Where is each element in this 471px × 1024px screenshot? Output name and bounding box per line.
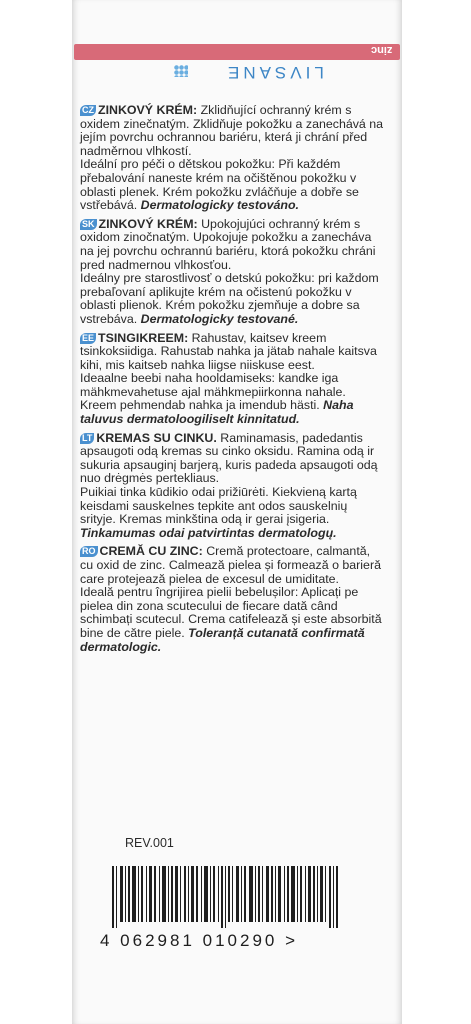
section-heading: KREMAS SU CINKU. (96, 430, 217, 445)
lang-badge-ee: EE (82, 332, 95, 343)
section-tested: Toleranță cutanată confirmată dermatologic. (80, 625, 365, 654)
lang-badge-cz: CZ (82, 105, 94, 115)
ingredient-text (80, 104, 385, 659)
section-text: Upokojujúci ochranný krém s oxidom zinočnatým. Upokojuje pokožku a zanecháva na jej povrchu ochrannú bariéru, ktorá pokožku chráni pred nadmernou vlhkosťou. (80, 216, 376, 272)
section-usage: Ideală pentru îngrijirea pielii bebelușilor: Aplicați pe pielea din zona scutecului de fiecare dată când schimbați scutecul. Crema catifelează și este absorbită bine de către piele. (80, 585, 382, 640)
brand-dots-icon (174, 65, 188, 77)
section-tested: Naha taluvus dermatoloogiliselt kinnitatud. (80, 398, 354, 427)
section-ro (80, 545, 385, 654)
section-tested: Dermatologicky testováno. (140, 198, 299, 213)
section-usage: Ideálny pre starostlivosť o detskú pokožku: pri každom prebaľovaní aplikujte krém na očistenú pokožku v oblasti plienok. Krém pokožku zjemňuje a dobre sa vstrebáva. (80, 271, 379, 326)
section-heading: CREMĂ CU ZINC: (99, 544, 203, 559)
lang-badge-sk: SK (82, 218, 95, 229)
section-heading: ZINKOVÝ KRÉM: (98, 103, 198, 117)
section-text: Raminamasis, padedantis apsaugoti odą kremas su cinko oksidu. Ramina odą ir sukuria apsauginį barjerą, kuris padeda apsaugoti odą nuo drėgmės pertekliaus. (80, 430, 378, 486)
brand-strip (74, 58, 400, 82)
section-usage: Ideaalne beebi naha hooldamiseks: kandke iga mähkmevahetuse ajal mähkmepiirkonna nahale. Kreem pehmendab nahka ja imendub hästi. (80, 371, 346, 413)
section-heading: TSINGIKREEM: (98, 330, 189, 345)
section-ee (80, 332, 385, 427)
barcode-number: 4 062981 010290 > (100, 931, 299, 950)
section-heading: ZINKOVÝ KRÉM: (98, 216, 198, 231)
lang-badge-lt: LT (82, 432, 93, 443)
section-text: Cremă protectoare, calmantă, cu oxid de zinc. Calmează pielea și formează o barieră care protejează pielea de excesul de umiditate. (80, 544, 381, 586)
brand-logo: LIVSANE (224, 63, 324, 82)
section-usage: Ideální pro péči o dětskou pokožku: Při každém přebalování naneste krém na očištěnou pokožku v oblasti plenek. Krém pokožku zvláčňuje a dobře se vstřebává. (80, 157, 359, 213)
section-lt (80, 432, 385, 541)
section-tested: Tinkamumas odai patvirtintas dermatologų. (80, 525, 337, 540)
section-text: Rahustav, kaitsev kreem tsinkoksiidiga. Rahustab nahka ja jätab nahale kaitsva kihi, mis kaitseb nahka liigse niiskuse eest. (80, 330, 377, 372)
section-cz (80, 104, 385, 213)
section-sk (80, 218, 385, 327)
barcode (112, 866, 338, 928)
section-text: Zklidňující ochranný krém s oxidem zinečnatým. Zklidňuje pokožku a zanechává na jejím povrchu ochrannou bariéru, která ji chrání před nadměrnou vlhkostí. (80, 103, 384, 158)
revision-label: REV.001 (125, 836, 174, 850)
lang-badge-ro: RO (82, 546, 96, 557)
section-usage: Puikiai tinka kūdikio odai prižiūrėti. Kiekvieną kartą keisdami sauskelnes tepkite ant odos sauskelnių srityje. Kremas minkština odą ir gerai įsigeria. (80, 485, 357, 527)
section-tested: Dermatologicky testované. (140, 311, 299, 326)
flap-label: zinc (370, 44, 392, 56)
